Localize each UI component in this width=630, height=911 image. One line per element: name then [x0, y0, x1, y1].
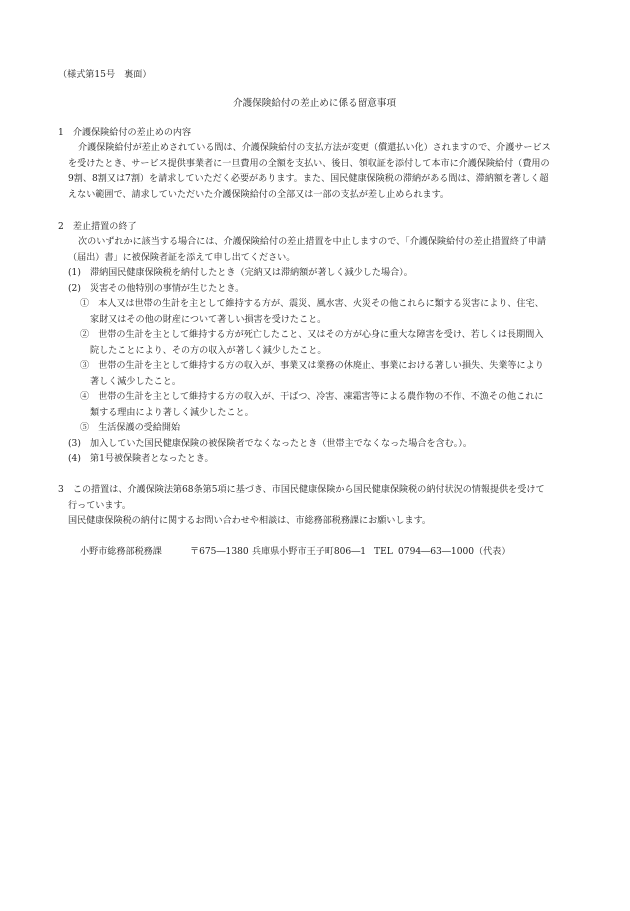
section1-line: 介護保険給付が差止めされている間は、介護保険給付の支払方法が変更（償還払い化）されますので、介護サービス	[78, 143, 551, 153]
section1-line: 9割、8割又は7割）を請求していただく必要があります。また、国民健康保険税の滞納がある間は、滞納額を著しく超	[68, 174, 549, 184]
sub-item-3: ③ 世帯の生計を主として維持する方の収入が、事業又は業務の休廃止、事業における著しい損失、失業等により	[80, 361, 544, 371]
section2-item-3: (3) 加入していた国民健康保険の被保険者でなくなったとき（世帯主でなくなった場合を含む。）。	[68, 439, 472, 449]
sub-item-4: ④ 世帯の生計を主として維持する方の収入が、干ばつ、冷害、凍霜害等による農作物の不作、不漁その他これに	[80, 392, 544, 402]
contact-postal: 〒675―1380	[190, 547, 249, 557]
section2-item-2: (2) 災害その他特別の事情が生じたとき。	[68, 284, 245, 294]
section1-line: えない範囲で、請求していただいた介護保険給付の全部又は一部の支払が差し止められます。	[68, 190, 450, 200]
section1-heading: 1 介護保険給付の差止めの内容	[58, 128, 192, 138]
contact-tel-label: TEL	[374, 547, 393, 557]
section2-item-4: (4) 第1号被保険者となったとき。	[68, 454, 214, 464]
section2-item-1: (1) 滞納国民健康保険税を納付したとき（完納又は滞納額が著しく減少した場合）。	[68, 268, 413, 278]
section2-heading: 2 差止措置の終了	[58, 222, 137, 232]
contact-tel: 0794―63―1000（代表）	[398, 547, 511, 557]
inquiry-note: 国民健康保険税の納付に関するお問い合わせや相談は、市総務部税務課にお願いします。	[68, 516, 432, 526]
sub-item-3-cont: 著しく減少したこと。	[90, 377, 181, 387]
section2-intro-line: （届出）書」に被保険者証を添えて申し出てください。	[68, 253, 296, 263]
sub-item-1-cont: 家財又はその他の財産について著しい損害を受けたこと。	[90, 315, 327, 325]
form-number: （様式第15号 裏面）	[58, 70, 152, 80]
section3-line: 3 この措置は、介護保険法第68条第5項に基づき、市国民健康保険から国民健康保険税の納付状況の情報提供を受けて	[58, 485, 545, 495]
section1-line: を受けたとき、サービス提供事業者に一旦費用の全額を支払い、後日、領収証を添付して本市に介護保険給付（費用の	[68, 159, 550, 169]
contact-address: 兵庫県小野市王子町806―1	[252, 547, 367, 557]
sub-item-1: ① 本人又は世帯の生計を主として維持する方が、震災、風水害、火災その他これらに類する災害により、住宅、	[80, 299, 544, 309]
sub-item-2: ② 世帯の生計を主として維持する方が死亡したこと、又はその方が心身に重大な障害を受け、若しくは長期間入	[80, 330, 544, 340]
contact-office: 小野市総務部税務課	[80, 547, 162, 557]
page-title: 介護保険給付の差止めに係る留意事項	[233, 98, 397, 109]
section3-line: 行っています。	[68, 501, 131, 511]
sub-item-4-cont: 類する理由により著しく減少したこと。	[90, 408, 254, 418]
sub-item-5: ⑤ 生活保護の受給開始	[80, 423, 181, 433]
section2-intro-line: 次のいずれかに該当する場合には、介護保険給付の差止措置を中止しますので、「介護保険給付の差止措置終了申請	[78, 237, 547, 247]
sub-item-2-cont: 院したことにより、その方の収入が著しく減少したこと。	[90, 346, 327, 356]
